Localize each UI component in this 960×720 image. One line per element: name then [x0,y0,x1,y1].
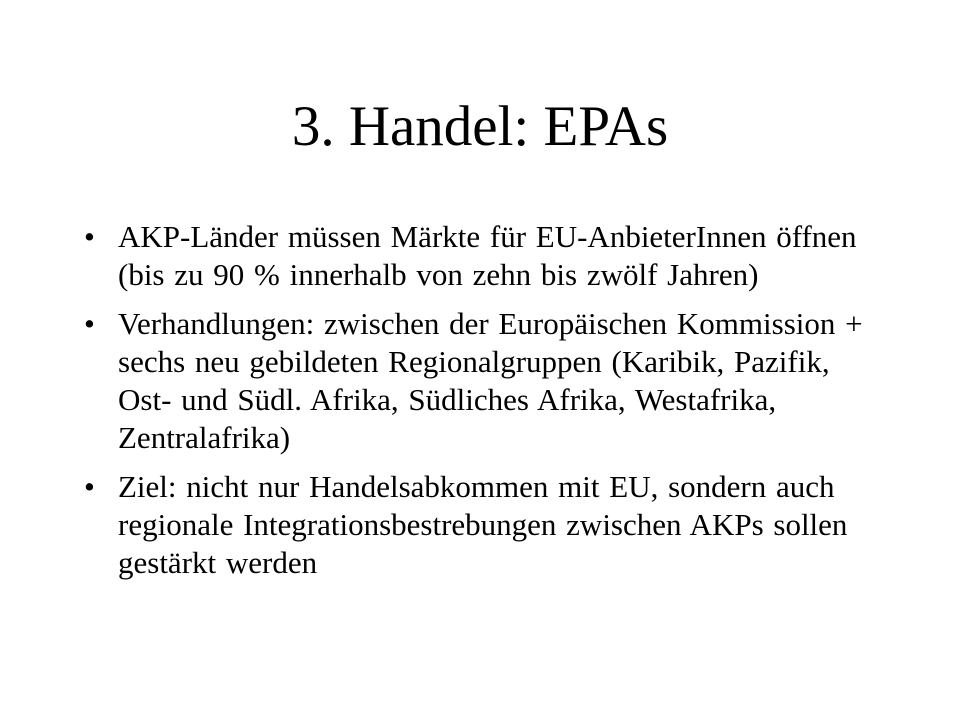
bullet-icon: • [84,469,95,504]
bullet-list [78,218,878,593]
bullet-icon: • [84,306,95,341]
bullet-text-1: AKP-Länder müssen Märkte für EU-AnbieterInnen öffnen (bis zu 90 % innerhalb von zehn bis zwölf Jahren) [118,219,857,292]
bullet-text-3: Ziel: nicht nur Handelsabkommen mit EU, sondern auch regionale Integrationsbestrebungen zwischen AKPs sollen gestärkt werden [118,469,848,580]
bullet-item-3 [78,468,878,582]
bullet-text-2: Verhandlungen: zwischen der Europäischen Kommission + sechs neu gebildeten Regionalgruppen (Karibik, Pazifik, Ost- und Südl. Afrika, Südliches Afrika, Westafrika, Zentralafrika) [118,306,863,455]
slide-title: 3. Handel: EPAs [291,95,669,158]
bullet-item-2 [78,305,878,457]
bullet-icon: • [84,219,95,254]
bullet-item-1 [78,218,878,294]
